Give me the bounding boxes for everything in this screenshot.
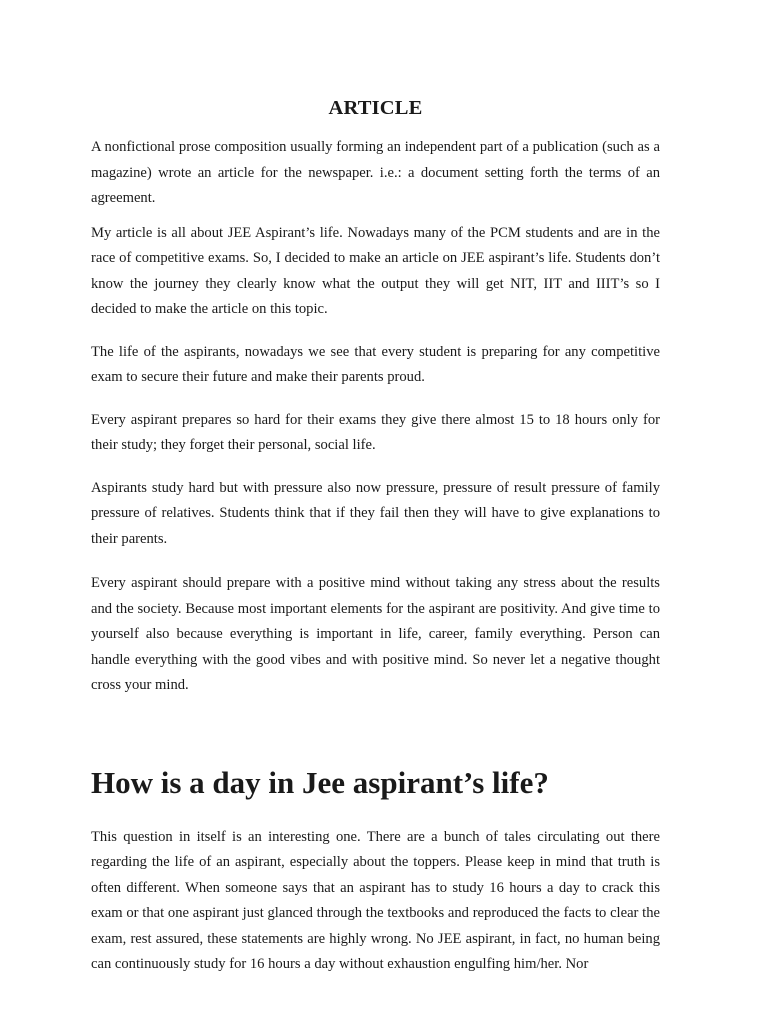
paragraph-pressure: Aspirants study hard but with pressure also now pressure, pressure of result pressure of family pressure of relatives. Students think that if they fail then they will have to give explanations to their parents.	[91, 479, 660, 547]
paragraph-day-in-life: This question in itself is an interesting one. There are a bunch of tales circulating out there regarding the life of an aspirant, especially about the toppers. Please keep in mind that truth is often different. When someone says that an aspirant has to study 16 hours a day to crack this exam or that one aspirant just glanced through the textbooks and reproduced the facts to clear the exam, rest assured, these statements are highly wrong. No JEE aspirant, in fact, no human being can continuously study for 16 hours a day without exhaustion engulfing him/her. Nor	[91, 828, 660, 972]
paragraph-definition: A nonfictional prose composition usually forming an independent part of a publication (such as a magazine) wrote an article for the newspaper. i.e.: a document setting forth the terms of an agreement.	[91, 139, 660, 206]
paragraph-study-hours: Every aspirant prepares so hard for their exams they give there almost 15 to 18 hours only for their study; they forget their personal, social life.	[91, 411, 660, 453]
paragraph-aspirants-life: The life of the aspirants, nowadays we see that every student is preparing for any competitive exam to secure their future and make their parents proud.	[91, 343, 660, 385]
paragraph-positivity: Every aspirant should prepare with a positive mind without taking any stress about the results and the society. Because most important elements for the aspirant are positivity. And give time to yourself also because everything is important in life, career, family everything. Person can handle everything with the good vibes and with positive mind. So never let a negative thought cross your mind.	[91, 575, 660, 693]
section-heading: How is a day in Jee aspirant’s life?	[91, 764, 549, 800]
paragraph-intro: My article is all about JEE Aspirant’s life. Nowadays many of the PCM students and are in the race of competitive exams. So, I decided to make an article on JEE aspirant’s life. Students don’t know the journey they clearly know what the output they will get NIT, IIT and IIIT’s so I decided to make the article on this topic.	[91, 224, 660, 317]
document-title: ARTICLE	[328, 97, 423, 119]
